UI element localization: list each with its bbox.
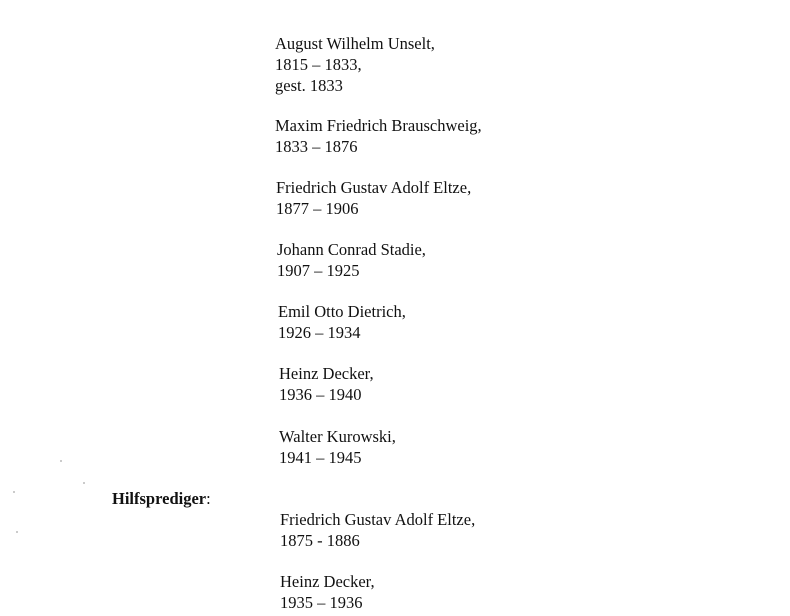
section-heading-hilfsprediger [112,488,211,509]
scan-speck [13,491,15,493]
pastor-entry [279,363,374,405]
pastor-entry [275,115,482,157]
scan-speck [16,531,18,533]
pastor-years: 1907 – 1925 [277,261,360,280]
pastor-years: 1941 – 1945 [279,448,362,467]
pastor-entry [276,177,471,219]
pastor-years: 1926 – 1934 [278,323,361,342]
section-heading-colon: : [206,489,211,508]
hilfsprediger-name: Heinz Decker, [280,572,375,591]
pastor-years: 1877 – 1906 [276,199,359,218]
hilfsprediger-years: 1875 - 1886 [280,531,360,550]
pastor-note: gest. 1833 [275,76,343,95]
pastor-name: August Wilhelm Unselt, [275,34,435,53]
pastor-years: 1833 – 1876 [275,137,358,156]
pastor-name: Emil Otto Dietrich, [278,302,406,321]
pastor-years: 1936 – 1940 [279,385,362,404]
pastor-entry [279,426,396,468]
pastor-name: Walter Kurowski, [279,427,396,446]
pastor-name: Maxim Friedrich Brauschweig, [275,116,482,135]
pastor-entry [278,301,406,343]
hilfsprediger-years: 1935 – 1936 [280,593,363,612]
pastor-entry [277,239,426,281]
hilfsprediger-entry [280,571,375,613]
hilfsprediger-entry [280,509,475,551]
pastor-name: Friedrich Gustav Adolf Eltze, [276,178,472,197]
pastor-entry [275,33,435,96]
pastor-name: Heinz Decker, [279,364,374,383]
scan-speck [83,482,85,484]
pastor-name: Johann Conrad Stadie, [277,240,426,259]
hilfsprediger-name: Friedrich Gustav Adolf Eltze, [280,510,476,529]
scan-speck [60,460,62,462]
section-heading-text: Hilfsprediger [112,489,207,508]
pastor-years: 1815 – 1833, [275,55,362,74]
